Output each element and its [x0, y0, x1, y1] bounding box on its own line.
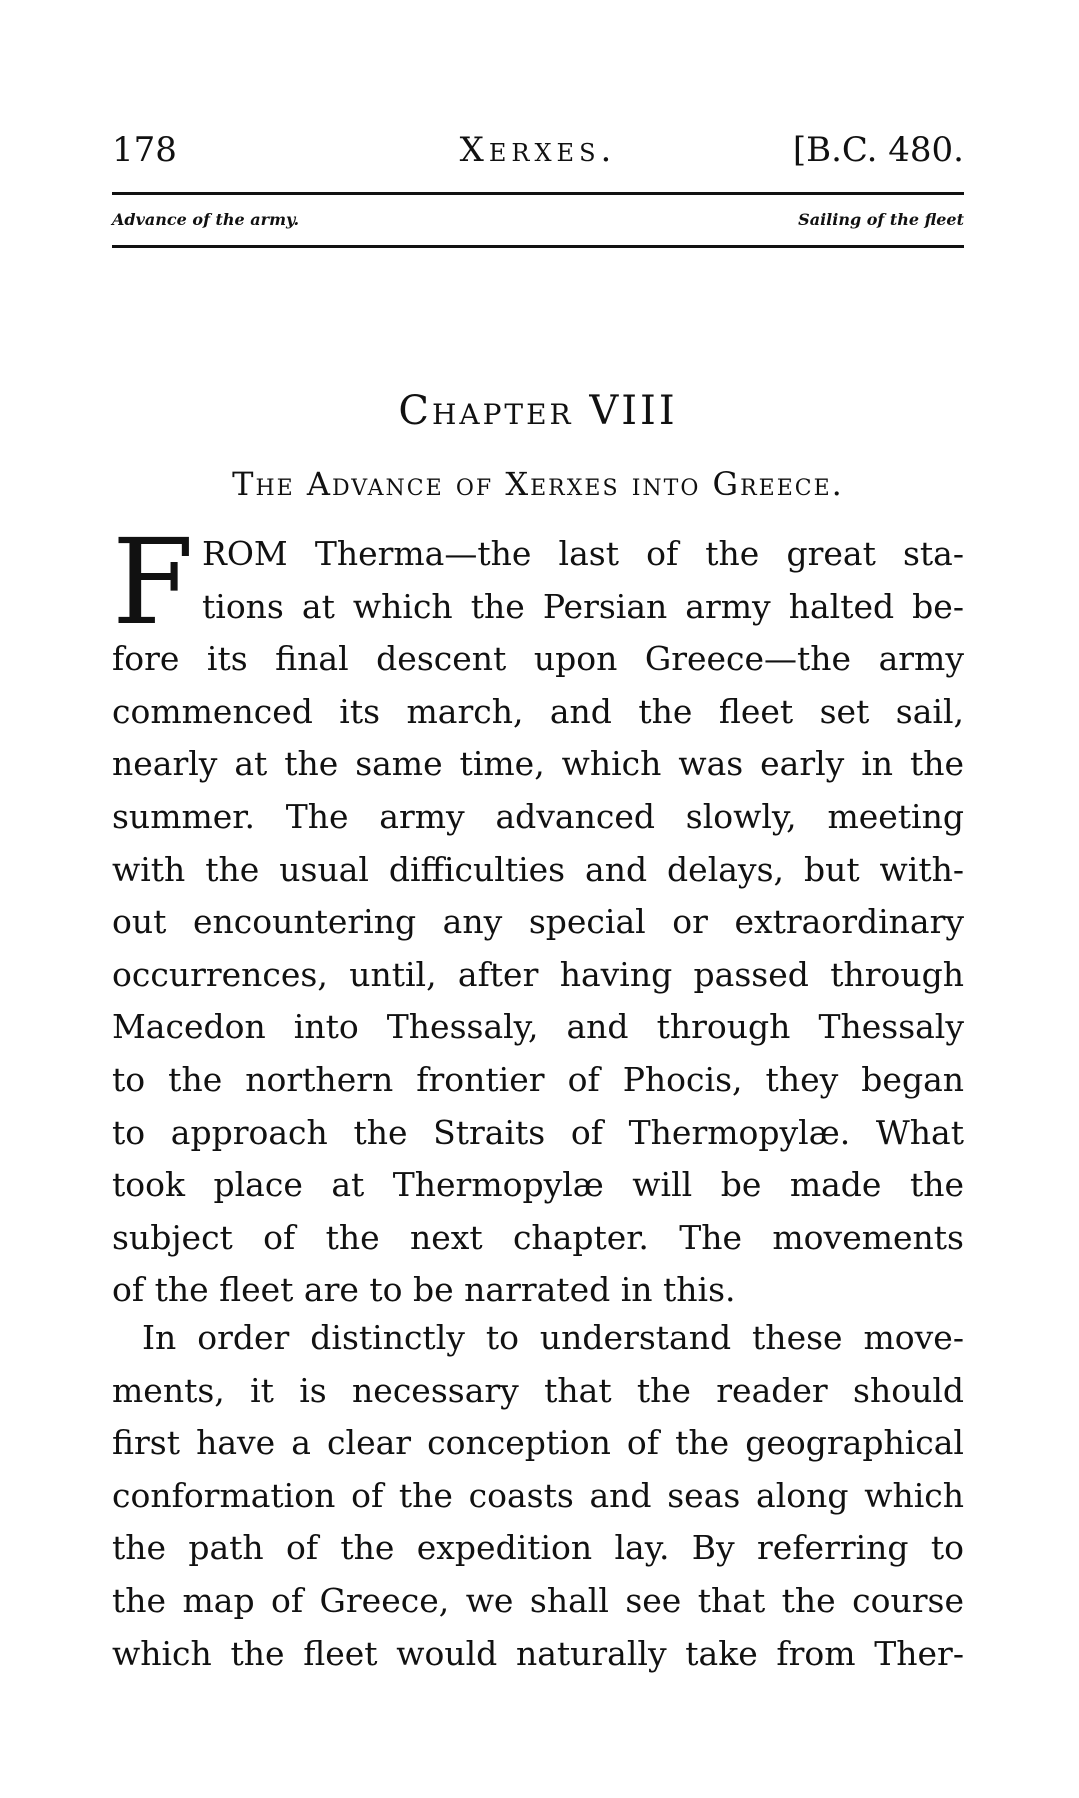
text-line: fore its final descent upon Greece—the army	[112, 639, 964, 679]
text-line: the path of the expedition lay. By referring to	[112, 1528, 964, 1568]
page-number: 178	[112, 130, 177, 170]
chapter-title: The Advance of Xerxes into Greece.	[232, 465, 844, 503]
date-reference: [B.C. 480.	[792, 130, 964, 170]
text-line: Macedon into Thessaly, and through Thessaly	[112, 1007, 964, 1047]
text-line: subject of the next chapter. The movements	[112, 1217, 964, 1257]
marginal-note-left: Advance of the army.	[112, 210, 300, 229]
text-line: ments, it is necessary that the reader should	[112, 1370, 964, 1410]
paragraph-2	[112, 1312, 964, 1680]
text-line: which the fleet would naturally take from Ther-	[112, 1633, 964, 1673]
running-title: Xerxes.	[459, 130, 617, 170]
text-line: the map of Greece, we shall see that the course	[112, 1580, 964, 1620]
text-line: out encountering any special or extraordinary	[112, 902, 964, 942]
text-line: nearly at the same time, which was early in the	[112, 744, 964, 784]
paragraph-1	[112, 513, 964, 1317]
chapter-heading: Chapter VIII	[398, 388, 678, 434]
header-rule-bottom	[112, 245, 964, 248]
text-line: tions at which the Persian army halted be-	[202, 586, 964, 626]
running-head	[112, 122, 964, 178]
text-line: In order distinctly to understand these move-	[142, 1318, 964, 1357]
text-line: commenced its march, and the fleet set sail,	[112, 691, 964, 731]
text-line: to approach the Straits of Thermopylæ. What	[112, 1112, 964, 1152]
text-line: conformation of the coasts and seas along which	[112, 1475, 964, 1515]
text-line: first have a clear conception of the geographical	[112, 1423, 964, 1463]
marginal-note-right: Sailing of the fleet	[798, 210, 964, 229]
text-line: to the northern frontier of Phocis, they began	[112, 1059, 964, 1099]
text-line: with the usual difficulties and delays, but with-	[112, 849, 964, 889]
drop-cap: F	[112, 513, 194, 651]
text-line: took place at Thermopylæ will be made the	[112, 1165, 964, 1205]
header-rule-top	[112, 192, 964, 195]
text-line: of the fleet are to be narrated in this.	[112, 1270, 736, 1310]
text-line: occurrences, until, after having passed through	[112, 954, 964, 994]
text-line: ROM Therma—the last of the great sta-	[202, 534, 964, 573]
text-line: summer. The army advanced slowly, meeting	[112, 796, 964, 836]
